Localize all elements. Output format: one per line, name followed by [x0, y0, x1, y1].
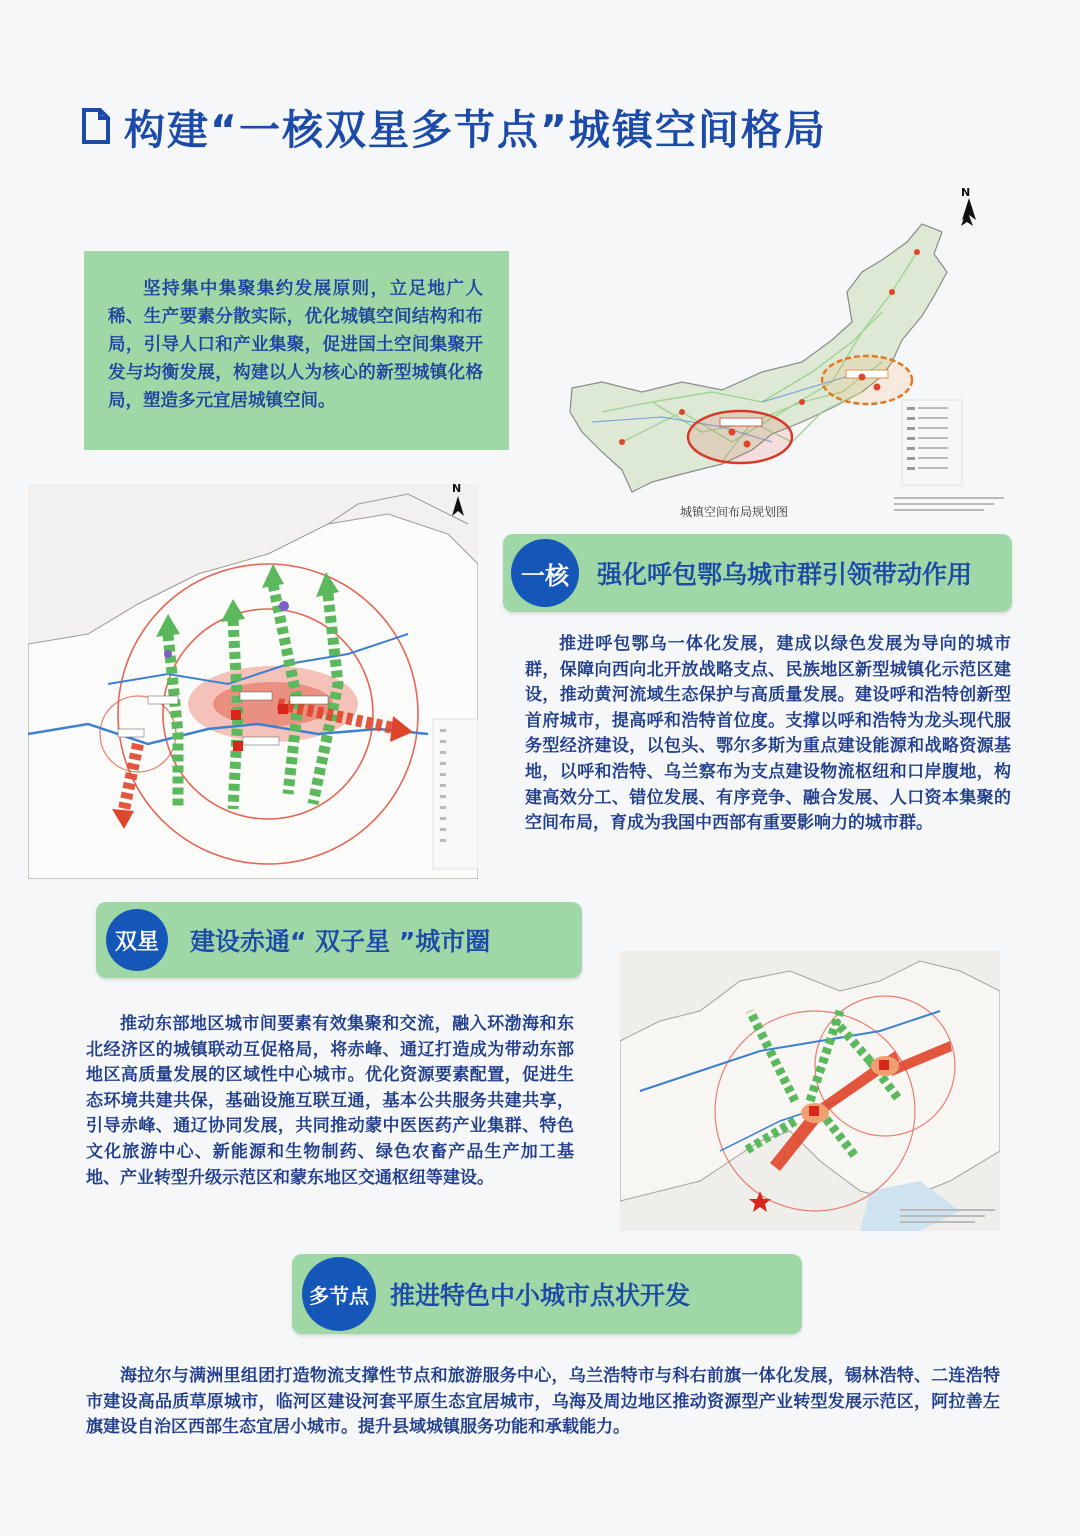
- page-title-text: 构建“一核双星多节点”城镇空间格局: [124, 105, 827, 154]
- twin-cities-map: [620, 951, 1000, 1231]
- page-title: [78, 96, 827, 156]
- section-text-twin-stars: [86, 1012, 574, 1191]
- section-banner-multi-node: [292, 1254, 802, 1334]
- map1-caption: 城镇空间布局规划图: [680, 505, 789, 519]
- core-city-cluster-map: [28, 484, 478, 879]
- section-heading-twin-stars: 建设赤通“ 双子星 ”城市圈: [190, 927, 491, 956]
- section-badge-twin-stars: 双星: [106, 909, 168, 971]
- urban-layout-map-graphic: [562, 212, 1017, 522]
- section-text-core: [525, 632, 1011, 837]
- core-city-cluster-map-graphic: [28, 484, 478, 879]
- section-text-multi-node: [86, 1364, 1000, 1441]
- section-banner-core: [503, 534, 1012, 612]
- intro-text: 坚持集中集聚集约发展原则，立足地广人稀、生产要素分散实际，优化城镇空间结构和布局，引导人口和产业集聚，促进国土空间集聚开发与均衡发展，构建以人为核心的新型城镇化格局，塑造多元宜居城镇空间。: [108, 279, 483, 411]
- north-arrow-icon: [962, 198, 976, 222]
- twin-cities-map-graphic: [620, 951, 1000, 1231]
- section-heading-multi-node: 推进特色中小城市点状开发: [390, 1281, 691, 1310]
- intro-panel: [84, 251, 509, 450]
- map2-north-label: N: [452, 482, 462, 495]
- section-banner-twin-stars: [96, 902, 582, 978]
- urban-layout-map: [562, 212, 1017, 522]
- section-text-multi-node-paragraph: 海拉尔与满洲里组团打造物流支撑性节点和旅游服务中心，乌兰浩特市与科右前旗一体化发展，锡林浩特、二连浩特市建设高品质草原城市，临河区建设河套平原生态宜居城市，乌海及周边地区推动资源型产业转型发展示范区，阿拉善左旗建设自治区西部生态宜居小城市。提升县域城镇服务功能和承载能力。: [86, 1366, 1000, 1438]
- section-badge-core: 一核: [511, 539, 579, 607]
- document-icon: [78, 106, 114, 146]
- section-badge-multi-node: 多节点: [302, 1257, 376, 1331]
- map1-north-label: N: [961, 186, 971, 199]
- section-text-core-paragraph: 推进呼包鄂乌一体化发展，建成以绿色发展为导向的城市群，保障向西向北开放战略支点、民族地区新型城镇化示范区建设，推动黄河流域生态保护与高质量发展。建设呼和浩特创新型首府城市，提高呼和浩特首位度。支撑以呼和浩特为龙头现代服务型经济建设，以包头、鄂尔多斯为重点建设能源和战略资源基地，以呼和浩特、乌兰察布为支点建设物流枢纽和口岸腹地，构建高效分工、错位发展、有序竞争、融合发展、人口资本集聚的空间布局，育成为我国中西部有重要影响力的城市群。: [525, 634, 1011, 834]
- section-text-twin-stars-paragraph: 推动东部地区城市间要素有效集聚和交流，融入环渤海和东北经济区的城镇联动互促格局，将赤峰、通辽打造成为带动东部地区高质量发展的区域性中心城市。优化资源要素配置，促进生态环境共建共保，基础设施互联互通，基本公共服务共建共享，引导赤峰、通辽协同发展，共同推动蒙中医医药产业集群、特色文化旅游中心、新能源和生物制药、绿色农畜产品生产加工基地、产业转型升级示范区和蒙东地区交通枢纽等建设。: [86, 1014, 574, 1188]
- section-heading-core: 强化呼包鄂乌城市群引领带动作用: [597, 560, 973, 589]
